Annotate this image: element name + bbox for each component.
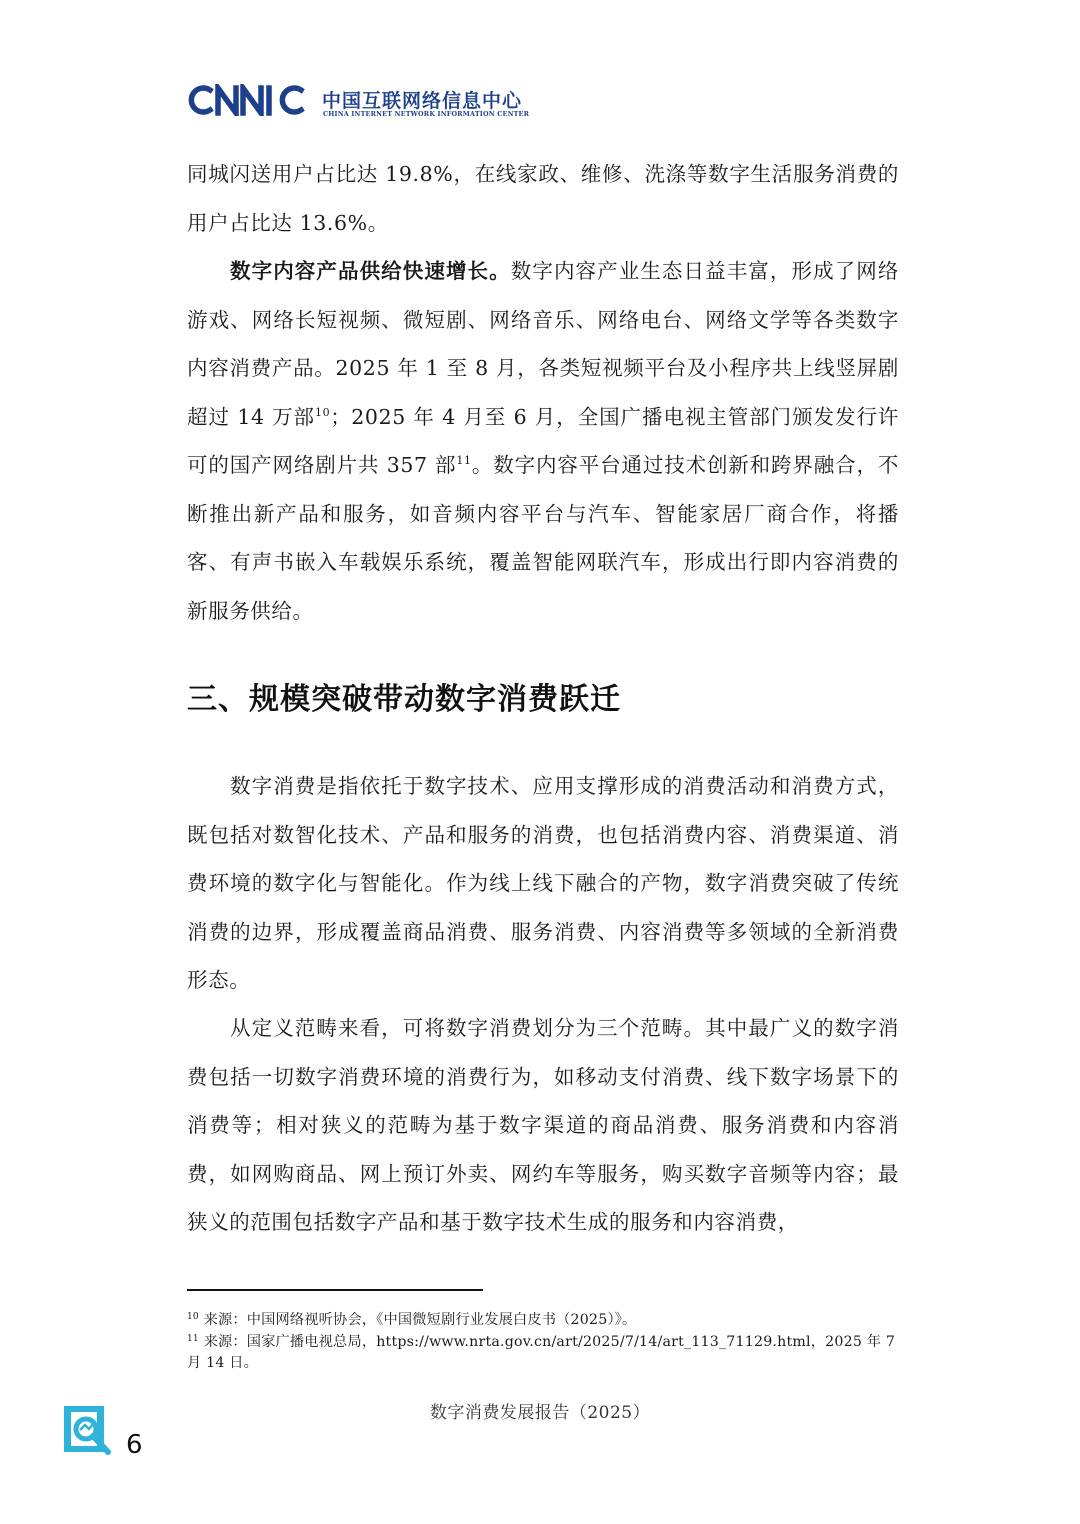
paragraph-2-text-a: 数字内容产业生态日益丰富，形成了网络游戏、网络长短视频、微短剧、网络音乐、网络电台、网络文学等各类数字内容消费产品。2025 年 1 至 8 月，各类短视频平台及小程序共上线竖屏剧超过 14 万部	[187, 259, 899, 429]
paragraph-3: 数字消费是指依托于数字技术、应用支撑形成的消费活动和消费方式，既包括对数智化技术、产品和服务的消费，也包括消费内容、消费渠道、消费环境的数字化与智能化。作为线上线下融合的产物，数字消费突破了传统消费的边界，形成覆盖商品消费、服务消费、内容消费等多领域的全新消费形态。	[187, 774, 899, 992]
footnote-text: 来源：中国网络视听协会，《中国微短剧行业发展白皮书（2025）》。	[198, 1312, 637, 1328]
page-number: 6	[126, 1430, 143, 1460]
footnotes	[187, 1310, 899, 1375]
org-name-en: CHINA INTERNET NETWORK INFORMATION CENTER	[323, 110, 530, 118]
footnote-11	[187, 1332, 899, 1375]
footnote-ref-11[interactable]: 11	[456, 454, 472, 467]
paragraph-2	[187, 247, 899, 635]
paragraph-2-text-b: ；2025 年 4 月至 6 月，全国广播电视主管部门颁发发行许可的国产网络剧片共 357 部	[187, 404, 899, 477]
cnnic-logo-icon	[188, 84, 314, 116]
paragraph-2-text-c: 。数字内容平台通过技术创新和跨界融合，不断推出新产品和服务，如音频内容平台与汽车、智能家居厂商合作，将播客、有声书嵌入车载娱乐系统，覆盖智能网联汽车，形成出行即内容消费的新服务供给。	[187, 453, 899, 623]
paragraph-4: 从定义范畴来看，可将数字消费划分为三个范畴。其中最广义的数字消费包括一切数字消费环境的消费行为，如移动支付消费、线下数字场景下的消费等；相对狭义的范畴为基于数字渠道的商品消费、服务消费和内容消费，如网购商品、网上预订外卖、网约车等服务，购买数字音频等内容；最狭义的范围包括数字产品和基于数字技术生成的服务和内容消费，	[187, 1016, 899, 1234]
footnote-text: 来源：国家广播电视总局，https://www.nrta.gov.cn/art/2025/7/14/art_113_71129.html，2025 年 7 月 14 日。	[187, 1333, 896, 1371]
logo-text: CNNIC	[188, 84, 192, 85]
footer-report-title: 数字消费发展报告（2025）	[429, 1403, 651, 1423]
footnote-number: 11	[187, 1333, 199, 1344]
footnote-ref-10[interactable]: 10	[314, 405, 331, 419]
paragraph-1: 同城闪送用户占比达 19.8%，在线家政、维修、洗涤等数字生活服务消费的用户占比达 13.6%。	[187, 162, 899, 235]
magnifier-report-icon	[62, 1404, 114, 1458]
footnote-number: 10	[187, 1312, 199, 1322]
org-name-cn: 中国互联网络信息中心	[322, 90, 523, 112]
page-header	[188, 84, 588, 120]
footnote-divider	[187, 1289, 483, 1291]
section-title: 三、规模突破带动数字消费跃迁	[187, 682, 621, 717]
paragraph-2-lead: 数字内容产品供给快速增长。	[230, 259, 511, 283]
footnote-10	[187, 1310, 899, 1332]
